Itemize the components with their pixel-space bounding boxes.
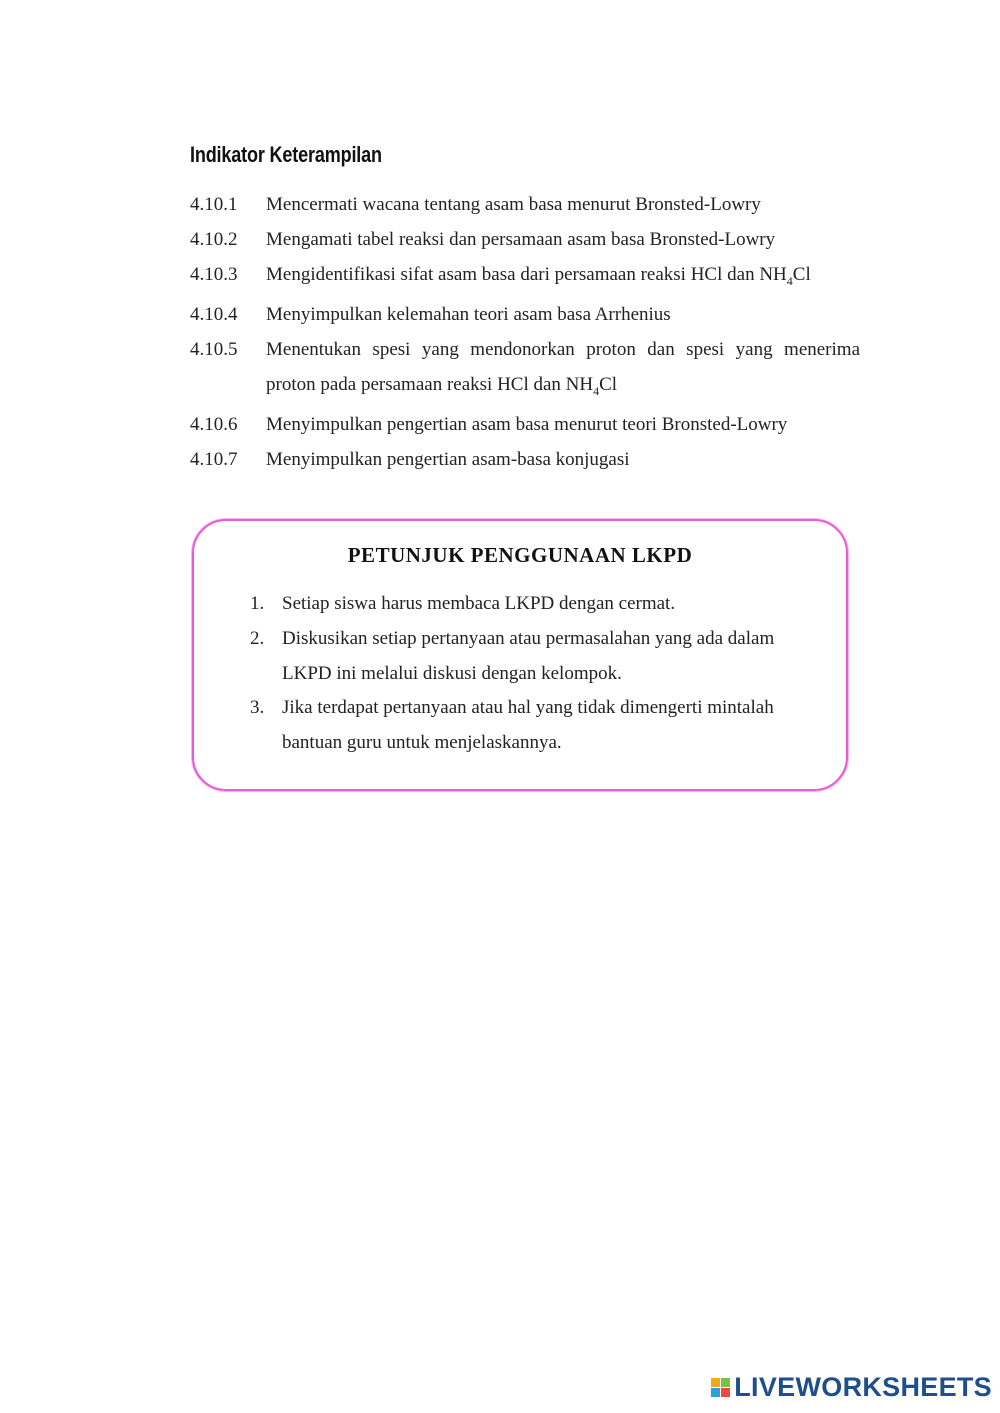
subscript: 4 <box>786 273 793 288</box>
instruction-line: Setiap siswa harus membaca LKPD dengan cermat. <box>282 593 676 614</box>
logo-tile <box>711 1388 720 1397</box>
instruction-number: 1. <box>250 593 265 614</box>
indicator-text-part: Mengidentifikasi sifat asam basa dari persamaan reaksi HCl dan NH <box>266 263 787 285</box>
indicator-item <box>190 408 860 443</box>
indicator-item <box>190 298 860 333</box>
section-heading: Indikator Keterampilan <box>190 142 382 167</box>
instructions-list <box>242 587 812 761</box>
instruction-number: 3. <box>250 697 265 719</box>
instruction-line: Diskusikan setiap pertanyaan atau permasalahan yang ada dalam <box>282 627 775 649</box>
indicator-text-line <box>266 368 860 409</box>
indicator-number: 4.10.3 <box>190 263 238 285</box>
liveworksheets-brand[interactable] <box>711 1372 992 1403</box>
instruction-item <box>242 691 812 761</box>
indicator-item <box>190 333 860 408</box>
logo-tile <box>711 1378 720 1387</box>
instruction-text <box>282 622 812 692</box>
indicator-item <box>190 258 860 299</box>
brand-name: LIVEWORKSHEETS <box>734 1372 992 1402</box>
instruction-text <box>282 691 812 761</box>
indicator-number: 4.10.6 <box>190 414 238 436</box>
subscript: 4 <box>593 383 600 398</box>
liveworksheets-logo-icon <box>711 1378 730 1397</box>
indicator-text-part: Cl <box>792 263 811 285</box>
instructions-title: PETUNJUK PENGGUNAAN LKPD <box>347 543 693 567</box>
indicator-text: Mengamati tabel reaksi dan persamaan asam basa Bronsted-Lowry <box>266 228 776 250</box>
instruction-item <box>242 587 812 622</box>
instruction-line: LKPD ini melalui diskusi dengan kelompok. <box>282 662 622 684</box>
indicator-text-part: Cl <box>599 373 618 395</box>
indicator-item <box>190 223 860 258</box>
indicator-number: 4.10.2 <box>190 228 238 250</box>
indicator-text <box>266 333 860 408</box>
instruction-text <box>282 587 812 622</box>
indicator-text-line: Menentukan spesi yang mendonorkan proton dan spesi yang menerima <box>266 338 860 360</box>
logo-tile <box>721 1378 730 1387</box>
instruction-line: Jika terdapat pertanyaan atau hal yang tidak dimengerti mintalah <box>282 697 774 719</box>
indicator-text: Mencermati wacana tentang asam basa menurut Bronsted-Lowry <box>266 194 761 215</box>
indicator-text: Menyimpulkan kelemahan teori asam basa Arrhenius <box>266 304 671 326</box>
indicator-item <box>190 188 860 223</box>
indicator-text-part: proton pada persamaan reaksi HCl dan NH <box>266 373 594 395</box>
instruction-item <box>242 622 812 692</box>
indicator-text <box>266 258 860 299</box>
logo-tile <box>721 1388 730 1397</box>
indicator-text: Menyimpulkan pengertian asam basa menurut teori Bronsted-Lowry <box>266 414 788 436</box>
instruction-number: 2. <box>250 627 265 649</box>
indicator-number: 4.10.5 <box>190 338 238 360</box>
indicator-number: 4.10.1 <box>190 194 238 215</box>
indicator-text: Menyimpulkan pengertian asam-basa konjugasi <box>266 449 630 471</box>
instructions-box <box>192 519 848 791</box>
indicator-number: 4.10.7 <box>190 449 238 471</box>
indicator-number: 4.10.4 <box>190 304 238 326</box>
instruction-line: bantuan guru untuk menjelaskannya. <box>282 732 562 754</box>
indicator-item <box>190 443 860 478</box>
indicator-list <box>190 188 860 478</box>
